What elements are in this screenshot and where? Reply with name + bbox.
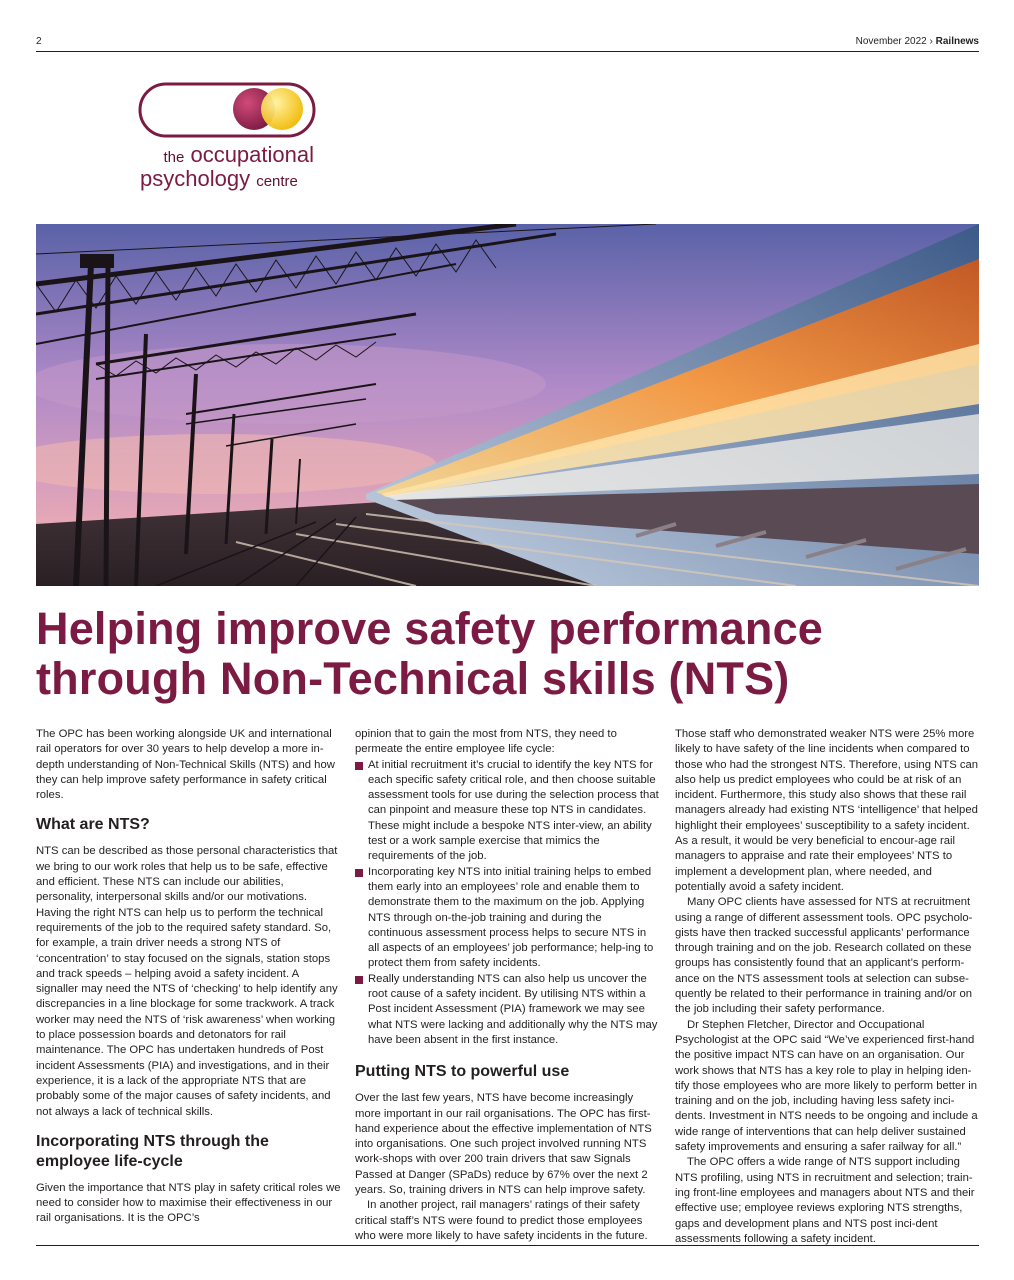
paragraph: The OPC offers a wide range of NTS support including NTS profiling, using NTS in recruitment and selection; train-ing front-line employees and managers about NTS and their effective use; employee reviews exploring NTS strengths, gaps and development plans and NTS post inci-dent assessments following a safety incident. <box>675 1156 975 1245</box>
hero-train-photo <box>36 224 979 586</box>
subhead-what-are-nts: What are NTS? <box>36 816 150 834</box>
logo-wordmark: the occupational psychology centre <box>140 142 314 191</box>
article-column-1 <box>36 727 341 1227</box>
paragraph: opinion that to gain the most from NTS, they need to permeate the entire employee life cycle: <box>355 728 617 756</box>
opc-logo <box>132 82 320 192</box>
page-number: 2 <box>36 36 42 47</box>
paragraph: Given the importance that NTS play in safety critical roles we need to consider how to maximise their effectiveness in our rail organisations. It is the OPC’s <box>36 1181 341 1225</box>
bullet-list <box>355 758 659 1049</box>
train-photo-image <box>36 224 979 586</box>
paragraph: NTS can be described as those personal characteristics that we bring to our work roles that help us to be safe, effective and efficient. These NTS can include our abilities, personality, interpersonal skills and/or our motivations. Having the right NTS can help us to perform the technical requirements of the job to the required safety standard. So, for example, a train driver needs a strong NTS of ‘concentration’ to stay focused on the signals, station stops and track speeds – helping avoid a safety incident. A signaller may need the NTS of ‘checking’ to help identify any discrepancies in a line blockage for some trackwork. A track worker may need the NTS of ‘risk awareness’ when working to place possession boards and detonators for rail maintenance. The OPC has undertaken hundreds of Post incident Assessments (PIA) and investigations, and in their experience, it is a lack of the appropriate NTS that are probably some of the major causes of safety incidents, and not always a lack of technical skills. <box>36 845 338 1118</box>
page-header <box>36 36 979 52</box>
list-item: Really understanding NTS can also help us uncover the root cause of a safety incident. By utilising NTS within a Post incident Assessment (PIA) framework we may see what NTS were lacking and additionally why the NTS may have been absent in the first instance. <box>355 972 659 1048</box>
list-item: Incorporating key NTS into initial training helps to embed them early into an employees’ role and enable them to demonstrate them to the maximum on the job. Applying NTS through on-the-job training and during the continuous assessment process helps to secure NTS in all aspects of an employees’ job performance; help-ing to protect them from safety incidents. <box>355 865 659 972</box>
article-column-3 <box>675 727 979 1247</box>
article-column-2 <box>355 727 659 1244</box>
paragraph: Many OPC clients have assessed for NTS at recruitment using a range of different assessment tools. OPC psycholo-gists have then tracked successful applicants’ performance through training and on the job. Research collated on these groups has consistently found that an applicant’s perform-ance on the NTS assessment tools at selection can subse-quently be related to their performance in training and/or on the job including their safety performance. <box>675 896 973 1016</box>
logo-circles-icon <box>132 82 320 142</box>
subhead-putting-nts-to-use: Putting NTS to powerful use <box>355 1063 570 1081</box>
list-item: At initial recruitment it’s crucial to identify the key NTS for each specific safety critical role, and then choose suitable assessment tools for use during the selection process that can pinpoint and measure these top NTS in candidates. These might include a bespoke NTS inter-view, an ability test or a work sample exercise that mimics the requirements of the job. <box>355 758 659 865</box>
paragraph: Dr Stephen Fletcher, Director and Occupational Psychologist at the OPC said “We’ve experienced first-hand the positive impact NTS can have on an organisation. Our work shows that NTS has a key role to play in helping iden-tify those employees who are more likely to perform better in training and on the job, including having less safety inci-dents. Investment in NTS needs to be ongoing and include a wide range of interventions that can help deliver sustained safety improvements and ensuring a safer railway for all.” <box>675 1018 978 1154</box>
issue-date: November 2022 › <box>855 36 933 47</box>
issue-line <box>856 36 979 47</box>
publication-name: Railnews <box>935 36 979 47</box>
paragraph: Those staff who demonstrated weaker NTS were 25% more likely to have safety of the line incidents when compared to those who had the strongest NTS. Therefore, using NTS can also help us predict employees who could be at risk of an incident. Furthermore, this study also shows that these rail managers already had existing NTS ‘intelligence’ that helped highlight their employees’ susceptibility to a safety incident. As a result, it would be very beneficial to encour-age rail managers to appraise and rate their employees’ NTS to implement a development plan, where needed, and potentially avoid a safety incident. <box>675 728 979 893</box>
intro-paragraph: The OPC has been working alongside UK and international rail operators for over 30 years to help develop a more in-depth understanding of Non-Technical Skills (NTS) and how they can help improve safety performance in safety critical roles. <box>36 728 335 802</box>
paragraph: Over the last few years, NTS have become increasingly more important in our rail organisations. The OPC has first-hand experience about the effective implementation of NTS into organisations. One such project involved running NTS work-shops with over 200 train drivers that saw Signals Passed at Danger (SPaDs) reduce by 67% over the next 2 years. So, training drivers in NTS can help improve safety. <box>355 1092 652 1197</box>
bottom-divider <box>36 1245 979 1246</box>
subhead-incorporating-nts: Incorporating NTS through the employee life-cycle <box>36 1132 269 1170</box>
article-headline: Helping improve safety performance through Non-Technical skills (NTS) <box>36 603 824 704</box>
paragraph: In another project, rail managers’ ratings of their safety critical staff’s NTS were found to predict those employees who were more likely to have safety incidents in the future. <box>355 1199 648 1242</box>
